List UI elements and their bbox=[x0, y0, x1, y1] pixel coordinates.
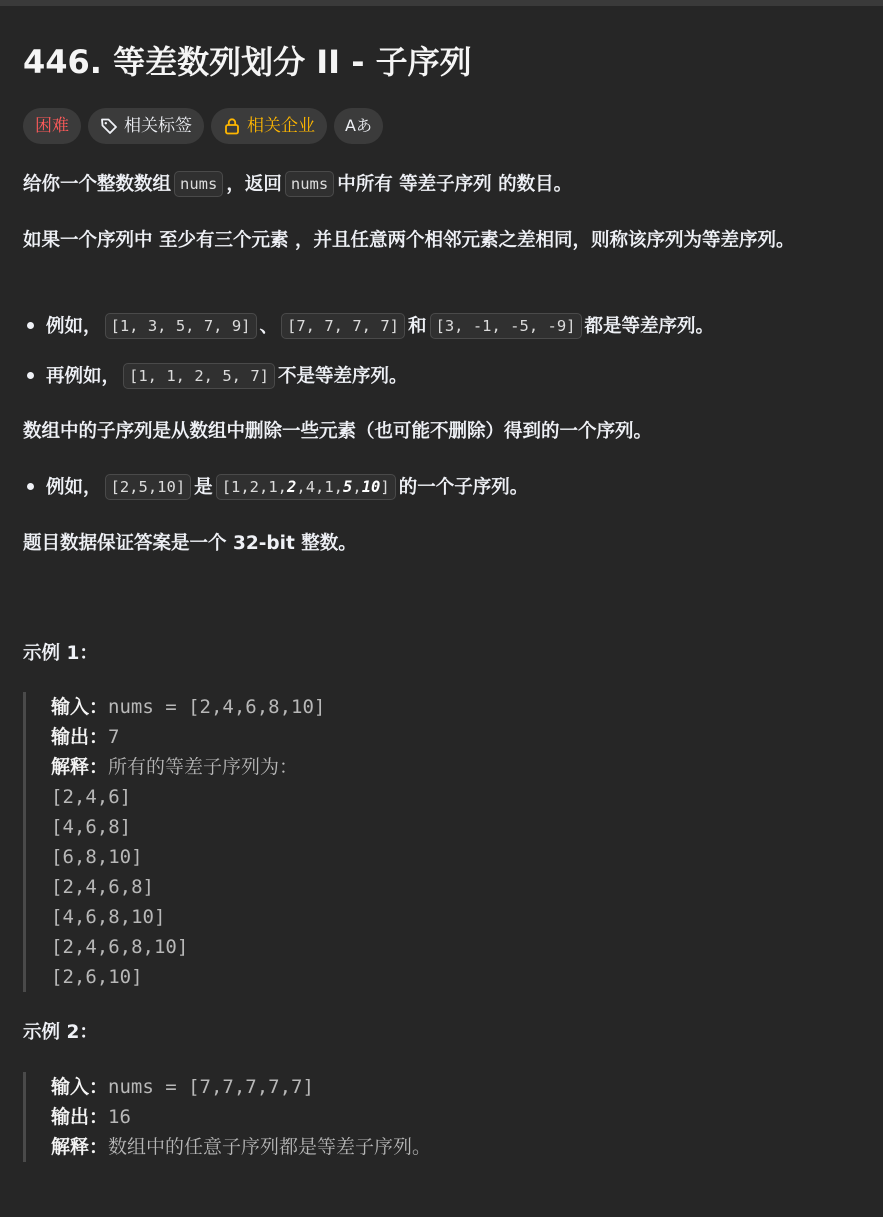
page-title: 446. 等差数列划分 II - 子序列 bbox=[23, 43, 472, 81]
list-item: 再例如， [1, 1, 2, 5, 7] 不是等差序列。 bbox=[23, 363, 408, 391]
example-1-title: 示例 1： bbox=[23, 643, 98, 664]
inline-code: [2,5,10] bbox=[105, 474, 192, 500]
list-item: 例如， [1, 3, 5, 7, 9] 、 [7, 7, 7, 7] 和 [3, -1, -5, -9] 都是等差序列。 bbox=[23, 313, 714, 341]
bullet-dot bbox=[27, 483, 34, 490]
example-output: 7 bbox=[108, 726, 120, 748]
example-line: [4,6,8,10] bbox=[51, 906, 166, 928]
strong-text: 等差子序列 bbox=[399, 174, 492, 195]
list-item: 例如， [2,5,10] 是 [1,2,1,2,4,1,5,10] 的一个子序列。 bbox=[23, 474, 528, 502]
description-paragraph-4: 题目数据保证答案是一个 32-bit 整数。 bbox=[23, 533, 357, 554]
example-2-block: 输入：nums = [7,7,7,7,7] 输出：16 解释：数组中的任意子序列都是等差子序列。 bbox=[23, 1072, 431, 1162]
difficulty-badge[interactable] bbox=[23, 108, 81, 144]
bullet-dot bbox=[27, 322, 34, 329]
strong-text: 32-bit bbox=[232, 533, 295, 554]
example-line: [2,6,10] bbox=[51, 966, 143, 988]
example-explanation: 数组中的任意子序列都是等差子序列。 bbox=[108, 1136, 432, 1158]
inline-code: [1, 1, 2, 5, 7] bbox=[123, 363, 275, 389]
example-line: [6,8,10] bbox=[51, 846, 143, 868]
bullet-dot bbox=[27, 372, 34, 379]
description-paragraph-3: 数组中的子序列是从数组中删除一些元素（也可能不删除）得到的一个序列。 bbox=[23, 421, 653, 442]
example-line: [2,4,6,8,10] bbox=[51, 936, 189, 958]
example-output: 16 bbox=[108, 1106, 131, 1128]
example-explanation: 所有的等差子序列为： bbox=[108, 756, 299, 778]
example-input: nums = [2,4,6,8,10] bbox=[108, 696, 326, 718]
tag-icon bbox=[100, 117, 118, 135]
example-line: [4,6,8] bbox=[51, 816, 132, 838]
related-topics-label: 相关标签 bbox=[124, 116, 192, 136]
inline-code: [3, -1, -5, -9] bbox=[430, 313, 582, 339]
translate-icon: Aあ bbox=[345, 116, 372, 135]
description-paragraph-1: 给你一个整数数组 nums ，返回 nums 中所有 等差子序列 的数目。 bbox=[23, 171, 572, 199]
related-companies-label: 相关企业 bbox=[247, 116, 315, 136]
lock-icon bbox=[223, 117, 241, 135]
inline-code: [7, 7, 7, 7] bbox=[281, 313, 405, 339]
example-1-block: 输入：nums = [2,4,6,8,10] 输出：7 解释：所有的等差子序列为： [2,4,6] [4,6,8] [6,8,10] [2,4,6,8] [4,6,8,10] [2,4,6,8,10] [2,6,10] bbox=[23, 692, 325, 992]
related-topics-button[interactable] bbox=[88, 108, 204, 144]
inline-code: [1,2,1,2,4,1,5,10] bbox=[216, 474, 396, 500]
example-2-title: 示例 2： bbox=[23, 1022, 98, 1043]
inline-code: nums bbox=[174, 171, 223, 197]
related-companies-button[interactable] bbox=[211, 108, 327, 144]
tag-bar bbox=[23, 108, 383, 144]
example-line: [2,4,6] bbox=[51, 786, 132, 808]
difficulty-label: 困难 bbox=[35, 116, 69, 136]
translate-toggle-button[interactable] bbox=[334, 108, 383, 144]
description-paragraph-2: 如果一个序列中 至少有三个元素 ，并且任意两个相邻元素之差相同，则称该序列为等差序列。 bbox=[23, 230, 795, 251]
inline-code: nums bbox=[285, 171, 334, 197]
strong-text: 至少有三个元素 bbox=[158, 230, 289, 251]
inline-code: [1, 3, 5, 7, 9] bbox=[105, 313, 257, 339]
example-input: nums = [7,7,7,7,7] bbox=[108, 1076, 314, 1098]
top-divider bbox=[0, 0, 883, 6]
example-line: [2,4,6,8] bbox=[51, 876, 154, 898]
